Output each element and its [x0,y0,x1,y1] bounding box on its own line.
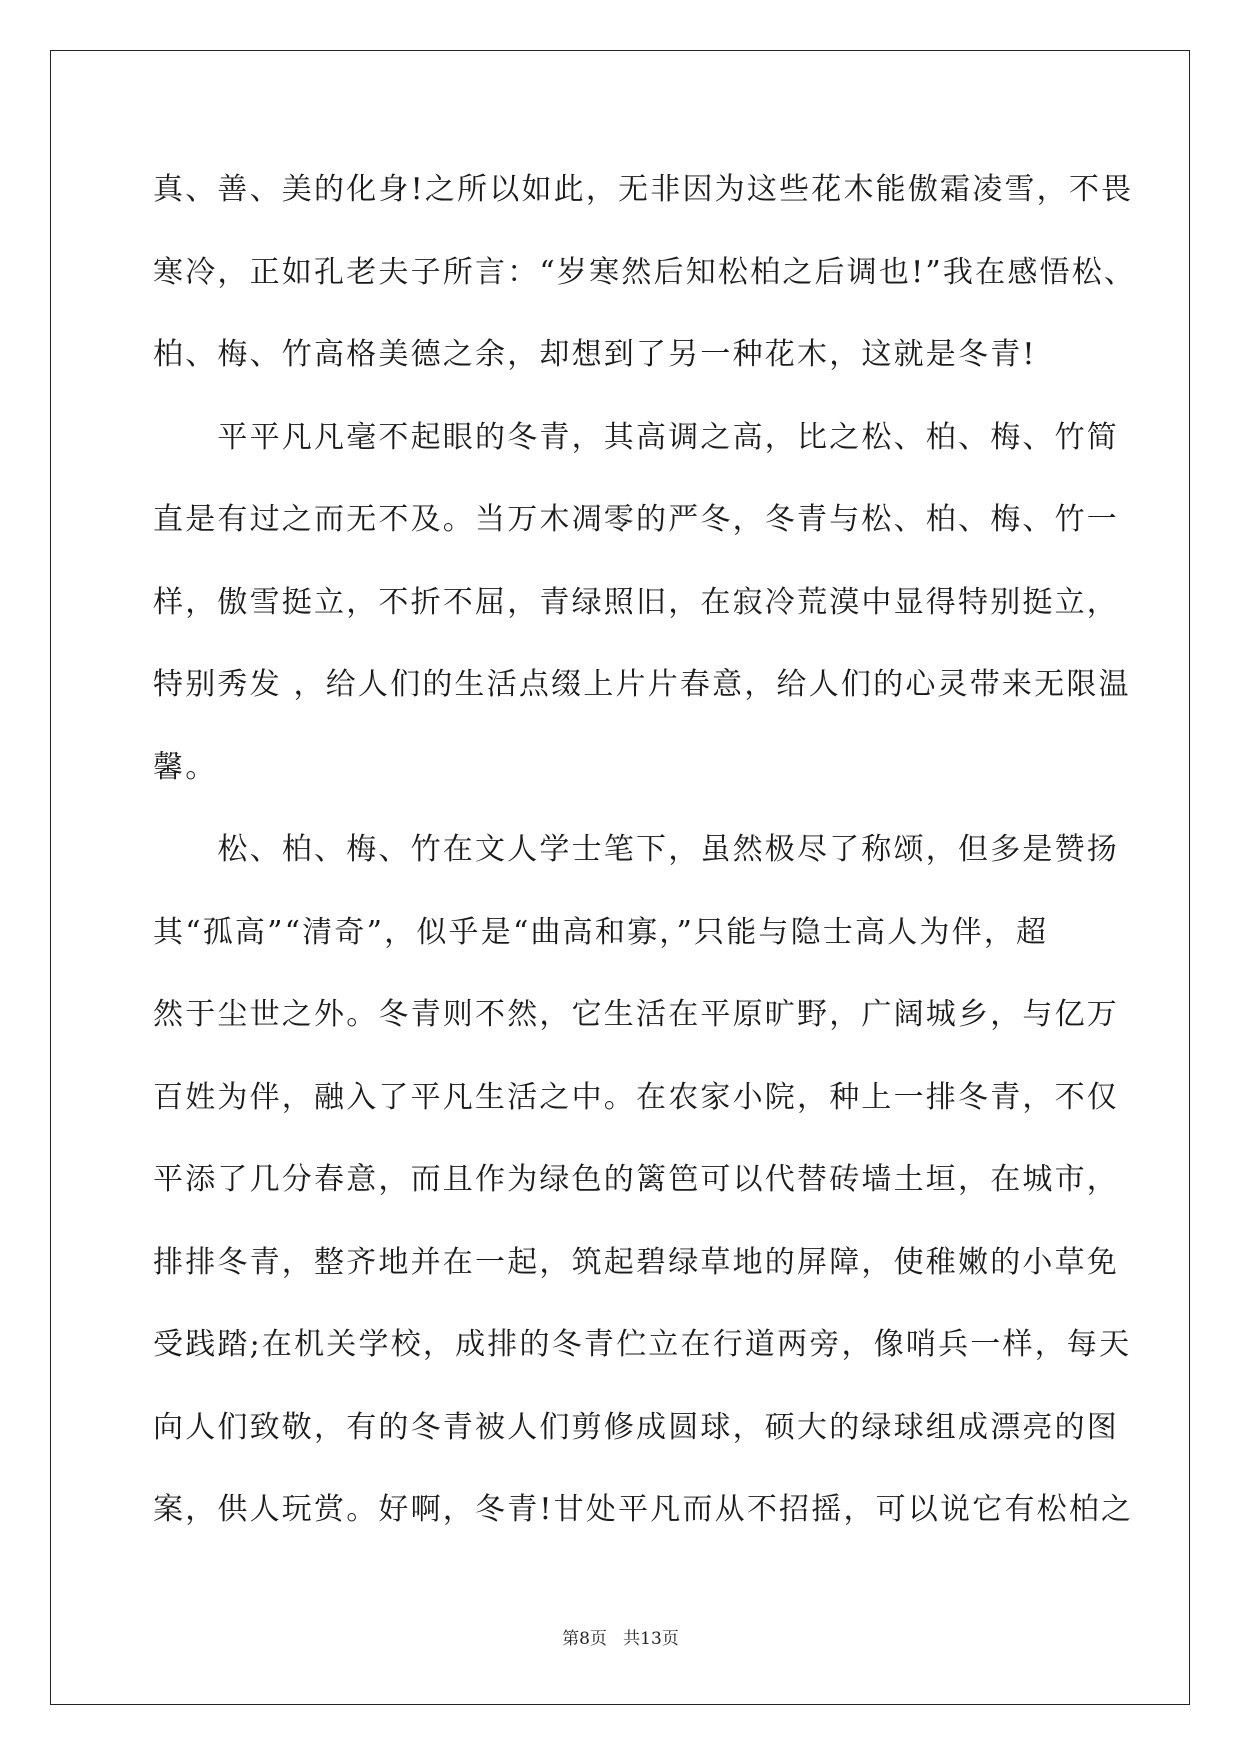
body-text-line: 馨。 [153,750,218,785]
body-text-line: 直是有过之而无不及。当万木凋零的严冬，冬青与松、柏、梅、竹一 [153,502,1119,537]
body-text-line: 松、柏、梅、竹在文人学士笔下，虽然极尽了称颂，但多是赞扬 [153,832,1119,867]
page-border [50,50,1190,1705]
body-text-line: 然于尘世之外。冬青则不然，它生活在平原旷野，广阔城乡，与亿万 [153,997,1119,1032]
page-number-footer: 第8页 共13页 [562,1629,679,1649]
body-text-line: 百姓为伴，融入了平凡生活之中。在农家小院，种上一排冬青，不仅 [153,1080,1119,1115]
body-text-line: 平平凡凡毫不起眼的冬青，其高调之高，比之松、柏、梅、竹简 [153,420,1119,455]
body-text-line: 排排冬青，整齐地并在一起，筑起碧绿草地的屏障，使稚嫩的小草免 [153,1245,1119,1280]
body-text-line: 向人们致敬，有的冬青被人们剪修成圆球，硕大的绿球组成漂亮的图 [153,1410,1119,1445]
body-text-line: 案，供人玩赏。好啊，冬青!甘处平凡而从不招摇，可以说它有松柏之 [153,1492,1134,1527]
body-text-line: 受践踏;在机关学校，成排的冬青伫立在行道两旁，像哨兵一样，每天 [153,1327,1132,1362]
body-text-line: 真、善、美的化身!之所以如此，无非因为这些花木能傲霜凌雪，不畏 [153,172,1134,207]
body-text-line: 柏、梅、竹高格美德之余，却想到了另一种花木，这就是冬青! [153,337,1037,372]
body-text-line: 其“孤高”“清奇”，似乎是“曲高和寡，”只能与隐士高人为伴，超 [153,915,1049,950]
body-text-line: 寒冷，正如孔老夫子所言：“岁寒然后知松柏之后调也!”我在感悟松、 [153,255,1137,290]
body-text-line: 平添了几分春意，而且作为绿色的篱笆可以代替砖墙土垣，在城市， [153,1162,1119,1197]
body-text-line: 样，傲雪挺立，不折不屈，青绿照旧，在寂冷荒漠中显得特别挺立， [153,585,1119,620]
body-text-line: 特别秀发 ，给人们的生活点缀上片片春意，给人们的心灵带来无限温 [153,667,1131,702]
